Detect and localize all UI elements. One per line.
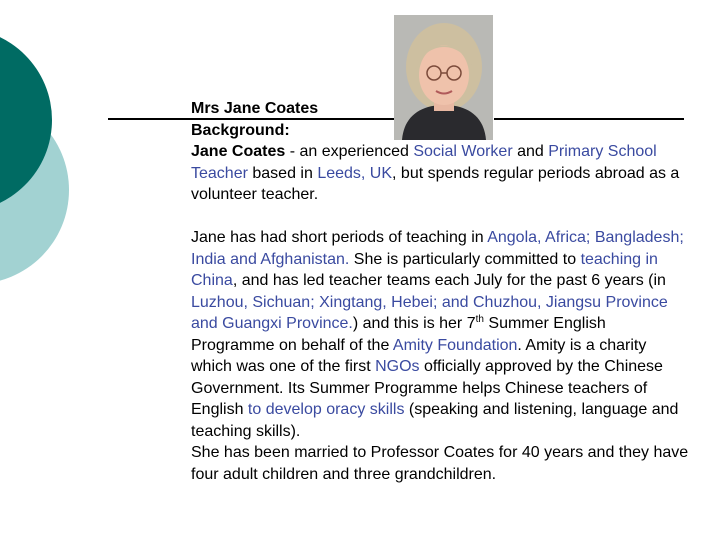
- text-run: Summer English Programme on behalf of the: [191, 315, 606, 354]
- bio-paragraph-teaching: [191, 227, 691, 442]
- text-run: and: [512, 143, 549, 160]
- text-run: , and has led teacher teams each July for the past 6 years (in: [232, 272, 666, 289]
- highlighted-text: Luzhou, Sichuan; Xingtang, Hebei; and Chuzhou, Jiangsu Province and Guangxi Province.: [191, 293, 668, 332]
- paragraph-gap: [191, 206, 691, 228]
- text-run: (speaking and listening, language and teaching skills).: [191, 401, 679, 440]
- superscript-text: th: [475, 314, 484, 325]
- background-label: Background:: [191, 121, 290, 139]
- text-run: She has been married to Professor Coates for 40 years and they have four adult children and three grandchildren.: [191, 444, 689, 483]
- highlighted-text: NGOs: [375, 358, 420, 375]
- text-run: , but spends regular periods abroad as a volunteer teacher.: [191, 164, 680, 203]
- highlighted-text: Amity Foundation: [392, 336, 518, 354]
- text-run: Jane has had short periods of teaching in: [191, 229, 488, 246]
- bio-paragraph-family: [191, 442, 691, 485]
- highlighted-text: Angola, Africa; Bangladesh; India and Afghanistan.: [191, 229, 684, 268]
- text-run: ) and this is her 7: [352, 315, 476, 332]
- text-run: Jane Coates: [191, 143, 290, 160]
- decorative-circles: [0, 0, 80, 300]
- text-run: officially approved by the Chinese Government. Its Summer Programme helps Chinese teachers of English: [191, 358, 663, 418]
- highlighted-text: to develop oracy skills: [247, 401, 405, 418]
- highlighted-text: Leeds, UK: [317, 164, 393, 182]
- profile-name: Mrs Jane Coates: [191, 100, 319, 117]
- highlighted-text: Social Worker: [413, 143, 513, 160]
- text-run: - an experienced: [289, 143, 414, 160]
- bio-paragraph-intro: [191, 141, 691, 206]
- highlighted-text: Primary School Teacher: [191, 143, 657, 182]
- text-run: She is particularly committed to: [349, 250, 581, 268]
- text-run: based in: [247, 164, 318, 182]
- text-run: . Amity is a charity which was one of the first: [191, 336, 647, 375]
- bio-content: [191, 98, 691, 485]
- highlighted-text: teaching in China: [191, 250, 658, 289]
